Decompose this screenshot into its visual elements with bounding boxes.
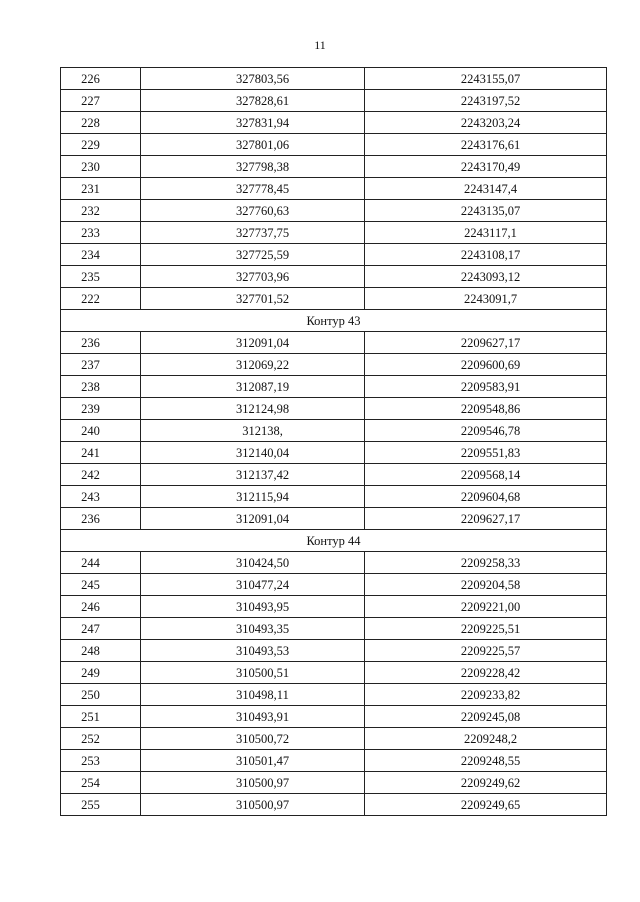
contour-heading: Контур 43 xyxy=(61,310,607,332)
contour-heading-row xyxy=(61,310,607,332)
point-number-cell: 241 xyxy=(61,442,141,464)
y-coordinate-cell: 2209204,58 xyxy=(365,574,607,596)
x-coordinate-cell: 327703,96 xyxy=(141,266,365,288)
y-coordinate-cell: 2243203,24 xyxy=(365,112,607,134)
table-row xyxy=(61,90,607,112)
y-coordinate-cell: 2243093,12 xyxy=(365,266,607,288)
table-row xyxy=(61,684,607,706)
table-row xyxy=(61,156,607,178)
x-coordinate-cell: 312137,42 xyxy=(141,464,365,486)
point-number-cell: 232 xyxy=(61,200,141,222)
point-number-cell: 254 xyxy=(61,772,141,794)
y-coordinate-cell: 2209548,86 xyxy=(365,398,607,420)
point-number-cell: 242 xyxy=(61,464,141,486)
point-number-cell: 243 xyxy=(61,486,141,508)
x-coordinate-cell: 310493,35 xyxy=(141,618,365,640)
table-row xyxy=(61,178,607,200)
point-number-cell: 237 xyxy=(61,354,141,376)
table-row xyxy=(61,486,607,508)
point-number-cell: 228 xyxy=(61,112,141,134)
x-coordinate-cell: 327831,94 xyxy=(141,112,365,134)
table-row xyxy=(61,552,607,574)
x-coordinate-cell: 312140,04 xyxy=(141,442,365,464)
x-coordinate-cell: 327701,52 xyxy=(141,288,365,310)
table-row xyxy=(61,332,607,354)
contour-heading-row xyxy=(61,530,607,552)
y-coordinate-cell: 2243170,49 xyxy=(365,156,607,178)
table-row xyxy=(61,354,607,376)
table-row xyxy=(61,662,607,684)
coordinates-table xyxy=(60,67,607,816)
y-coordinate-cell: 2209627,17 xyxy=(365,332,607,354)
x-coordinate-cell: 312087,19 xyxy=(141,376,365,398)
table-row xyxy=(61,794,607,816)
point-number-cell: 233 xyxy=(61,222,141,244)
point-number-cell: 252 xyxy=(61,728,141,750)
table-row xyxy=(61,728,607,750)
x-coordinate-cell: 310500,72 xyxy=(141,728,365,750)
y-coordinate-cell: 2243176,61 xyxy=(365,134,607,156)
table-row xyxy=(61,464,607,486)
point-number-cell: 227 xyxy=(61,90,141,112)
coordinates-table-body xyxy=(61,68,607,816)
table-row xyxy=(61,640,607,662)
table-row xyxy=(61,618,607,640)
y-coordinate-cell: 2209245,08 xyxy=(365,706,607,728)
point-number-cell: 249 xyxy=(61,662,141,684)
x-coordinate-cell: 327828,61 xyxy=(141,90,365,112)
y-coordinate-cell: 2243147,4 xyxy=(365,178,607,200)
point-number-cell: 236 xyxy=(61,508,141,530)
y-coordinate-cell: 2209551,83 xyxy=(365,442,607,464)
point-number-cell: 251 xyxy=(61,706,141,728)
point-number-cell: 238 xyxy=(61,376,141,398)
table-row xyxy=(61,750,607,772)
x-coordinate-cell: 310424,50 xyxy=(141,552,365,574)
y-coordinate-cell: 2209221,00 xyxy=(365,596,607,618)
table-row xyxy=(61,376,607,398)
x-coordinate-cell: 312069,22 xyxy=(141,354,365,376)
y-coordinate-cell: 2209568,14 xyxy=(365,464,607,486)
point-number-cell: 229 xyxy=(61,134,141,156)
table-row xyxy=(61,706,607,728)
y-coordinate-cell: 2243135,07 xyxy=(365,200,607,222)
table-row xyxy=(61,574,607,596)
x-coordinate-cell: 312138, xyxy=(141,420,365,442)
x-coordinate-cell: 312115,94 xyxy=(141,486,365,508)
x-coordinate-cell: 312091,04 xyxy=(141,508,365,530)
point-number-cell: 222 xyxy=(61,288,141,310)
table-row xyxy=(61,398,607,420)
point-number-cell: 239 xyxy=(61,398,141,420)
point-number-cell: 230 xyxy=(61,156,141,178)
table-row xyxy=(61,442,607,464)
point-number-cell: 248 xyxy=(61,640,141,662)
point-number-cell: 234 xyxy=(61,244,141,266)
point-number-cell: 246 xyxy=(61,596,141,618)
table-row xyxy=(61,112,607,134)
x-coordinate-cell: 312124,98 xyxy=(141,398,365,420)
y-coordinate-cell: 2209248,2 xyxy=(365,728,607,750)
point-number-cell: 250 xyxy=(61,684,141,706)
y-coordinate-cell: 2209604,68 xyxy=(365,486,607,508)
x-coordinate-cell: 312091,04 xyxy=(141,332,365,354)
point-number-cell: 235 xyxy=(61,266,141,288)
table-row xyxy=(61,222,607,244)
table-row xyxy=(61,134,607,156)
x-coordinate-cell: 327803,56 xyxy=(141,68,365,90)
y-coordinate-cell: 2243117,1 xyxy=(365,222,607,244)
contour-heading: Контур 44 xyxy=(61,530,607,552)
y-coordinate-cell: 2243155,07 xyxy=(365,68,607,90)
x-coordinate-cell: 327760,63 xyxy=(141,200,365,222)
table-row xyxy=(61,244,607,266)
y-coordinate-cell: 2209546,78 xyxy=(365,420,607,442)
y-coordinate-cell: 2209249,62 xyxy=(365,772,607,794)
x-coordinate-cell: 310498,11 xyxy=(141,684,365,706)
y-coordinate-cell: 2243108,17 xyxy=(365,244,607,266)
x-coordinate-cell: 310501,47 xyxy=(141,750,365,772)
x-coordinate-cell: 310493,53 xyxy=(141,640,365,662)
point-number-cell: 253 xyxy=(61,750,141,772)
page-number: 11 xyxy=(314,38,326,52)
y-coordinate-cell: 2209228,42 xyxy=(365,662,607,684)
y-coordinate-cell: 2209600,69 xyxy=(365,354,607,376)
point-number-cell: 231 xyxy=(61,178,141,200)
y-coordinate-cell: 2243197,52 xyxy=(365,90,607,112)
point-number-cell: 255 xyxy=(61,794,141,816)
y-coordinate-cell: 2209583,91 xyxy=(365,376,607,398)
y-coordinate-cell: 2209225,51 xyxy=(365,618,607,640)
x-coordinate-cell: 310493,95 xyxy=(141,596,365,618)
x-coordinate-cell: 310500,97 xyxy=(141,772,365,794)
y-coordinate-cell: 2209249,65 xyxy=(365,794,607,816)
y-coordinate-cell: 2209248,55 xyxy=(365,750,607,772)
y-coordinate-cell: 2209627,17 xyxy=(365,508,607,530)
x-coordinate-cell: 327778,45 xyxy=(141,178,365,200)
point-number-cell: 244 xyxy=(61,552,141,574)
y-coordinate-cell: 2209225,57 xyxy=(365,640,607,662)
x-coordinate-cell: 310500,51 xyxy=(141,662,365,684)
x-coordinate-cell: 327725,59 xyxy=(141,244,365,266)
x-coordinate-cell: 310500,97 xyxy=(141,794,365,816)
y-coordinate-cell: 2209233,82 xyxy=(365,684,607,706)
table-row xyxy=(61,420,607,442)
table-row xyxy=(61,266,607,288)
point-number-cell: 236 xyxy=(61,332,141,354)
table-row xyxy=(61,200,607,222)
table-row xyxy=(61,596,607,618)
table-row xyxy=(61,508,607,530)
x-coordinate-cell: 327737,75 xyxy=(141,222,365,244)
point-number-cell: 245 xyxy=(61,574,141,596)
table-row xyxy=(61,288,607,310)
x-coordinate-cell: 327798,38 xyxy=(141,156,365,178)
table-row xyxy=(61,772,607,794)
table-row xyxy=(61,68,607,90)
x-coordinate-cell: 310477,24 xyxy=(141,574,365,596)
point-number-cell: 240 xyxy=(61,420,141,442)
x-coordinate-cell: 327801,06 xyxy=(141,134,365,156)
point-number-cell: 226 xyxy=(61,68,141,90)
point-number-cell: 247 xyxy=(61,618,141,640)
x-coordinate-cell: 310493,91 xyxy=(141,706,365,728)
y-coordinate-cell: 2209258,33 xyxy=(365,552,607,574)
y-coordinate-cell: 2243091,7 xyxy=(365,288,607,310)
